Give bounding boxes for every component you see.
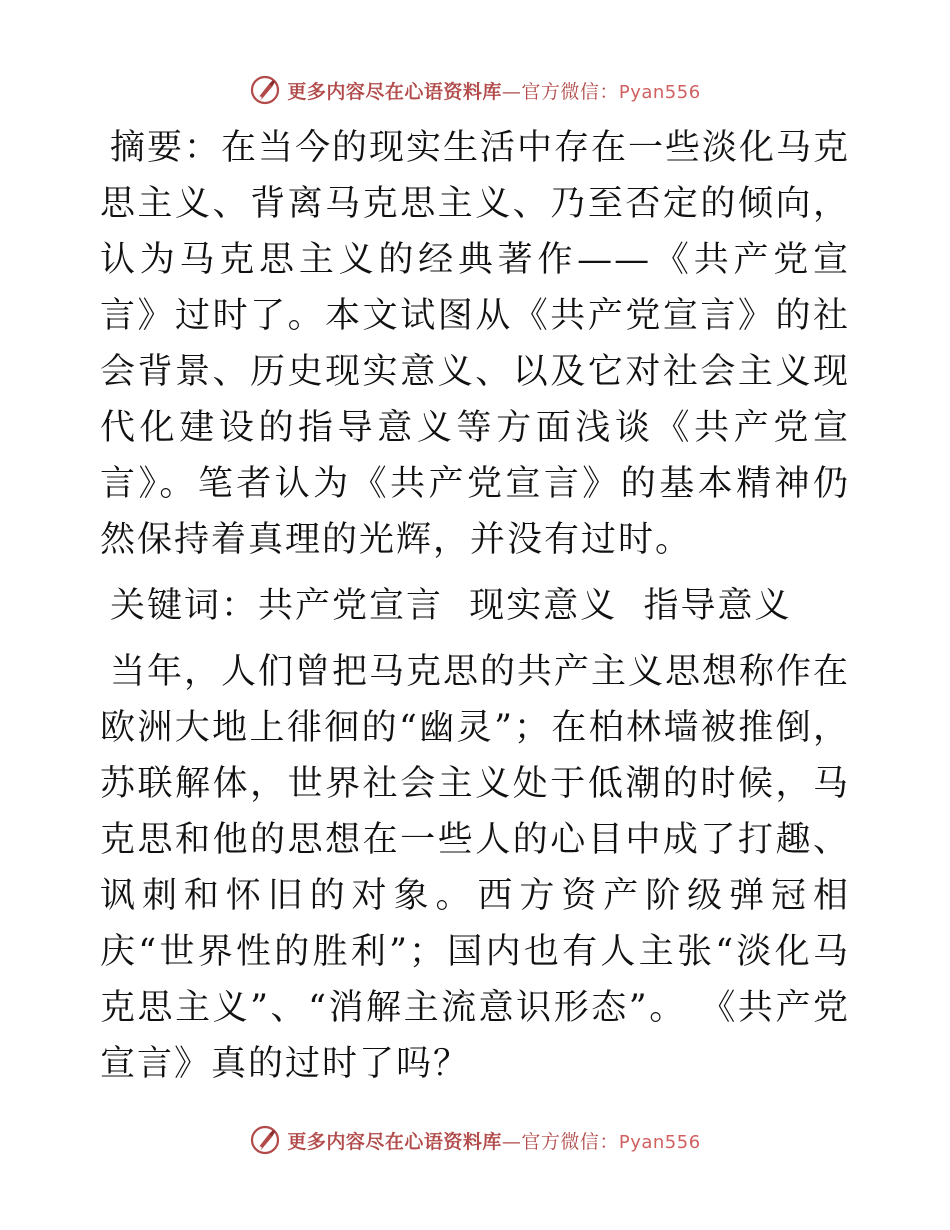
body-paragraph: 当年，人们曾把马克思的共产主义思想称作在欧洲大地上徘徊的“幽灵”；在柏林墙被推倒，苏联解体，世界社会主义处于低潮的时候，马克思和他的思想在一些人的心目中成了打趣、讽刺和怀旧的对象。西方资产阶级弹冠相庆“世界性的胜利”；国内也有人主张“淡化马克思主义”、“消解主流意识形态”。 《共产党宣言》真的过时了吗？ [100,652,851,1084]
document-body [100,120,850,1092]
pen-logo-icon [249,1124,281,1156]
banner-text: 更多内容尽在心语资料库—官方微信：Pyan556 [287,80,701,103]
keywords-paragraph: 关键词：共产党宣言 现实意义 指导意义 [110,586,792,626]
banner-text: 更多内容尽在心语资料库—官方微信：Pyan556 [287,1130,701,1153]
footer-banner [0,1120,950,1160]
abstract-paragraph: 摘要：在当今的现实生活中存在一些淡化马克思主义、背离马克思主义、乃至否定的倾向，认为马克思主义的经典著作——《共产党宣言》过时了。本文试图从《共产党宣言》的社会背景、历史现实意义、以及它对社会主义现代化建设的指导意义等方面浅谈《共产党宣言》。笔者认为《共产党宣言》的基本精神仍然保持着真理的光辉，并没有过时。 [100,128,851,560]
header-banner [0,70,950,110]
pen-logo-icon [249,74,281,106]
